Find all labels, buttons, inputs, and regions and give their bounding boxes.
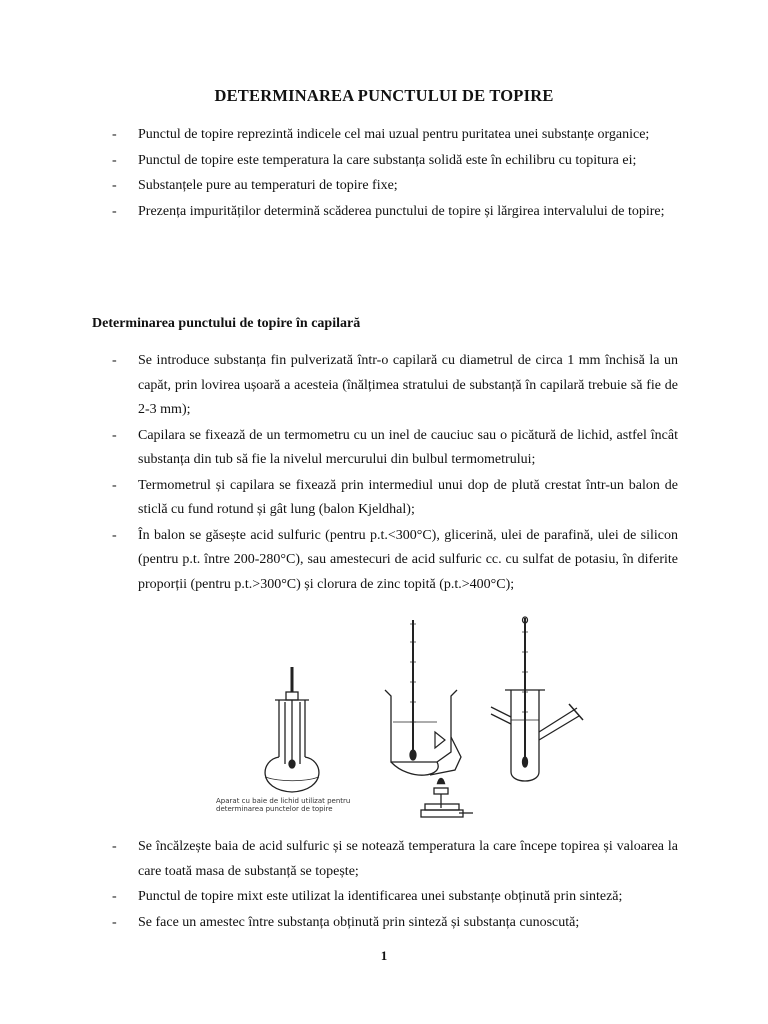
list-item (112, 524, 678, 598)
list-item (112, 200, 678, 225)
bullet-text: Punctul de topire este temperatura la care substanța solidă este în echilibru cu topitura ei; (138, 152, 637, 168)
method-bullet-list (112, 349, 678, 598)
list-item (112, 424, 678, 473)
bullet-text: Capilara se fixează de un termometru cu un inel de cauciuc sau o picătură de lichid, astfel încât substanța din tub să fie la nivelul mercurului din bulbul termometrului; (138, 427, 678, 467)
bullet-text: Se încălzește baia de acid sulfuric și se notează temperatura la care începe topirea și valoarea la care toată masa de substanță se topește; (138, 839, 678, 879)
bullet-text: Substanțele pure au temperaturi de topire fixe; (138, 178, 398, 193)
page-number: 1 (380, 948, 388, 963)
bullet-text: Prezența impurităților determină scăderea punctului de topire și lărgirea intervalului de topire; (138, 203, 665, 219)
list-item (112, 885, 678, 910)
bullet-marker: - (112, 839, 117, 854)
bullet-text: Se face un amestec între substanța obținută prin sinteză și substanța cunoscută; (138, 914, 580, 930)
list-item (112, 474, 678, 523)
thiele-bath-apparatus (385, 620, 473, 817)
bullet-marker: - (112, 527, 117, 543)
bullet-marker: - (112, 152, 117, 168)
melting-point-apparatus-figure (205, 612, 600, 824)
bullet-marker: - (112, 914, 117, 930)
bullet-text: Punctul de topire mixt este utilizat la identificarea unei substanțe obținută prin sinteză; (138, 889, 623, 904)
list-item (112, 123, 678, 148)
side-arm-tube-apparatus (491, 617, 583, 781)
bullet-marker: - (112, 203, 117, 219)
list-item (112, 349, 678, 423)
bullet-marker: - (112, 427, 117, 443)
bullet-text: Punctul de topire reprezintă indicele cel mai uzual pentru puritatea unei substanțe organice; (138, 127, 650, 142)
bullet-marker: - (112, 477, 117, 493)
page-title: DETERMINAREA PUNCTULUI DE TOPIRE (214, 86, 554, 105)
bullet-text: În balon se găsește acid sulfuric (pentru p.t.<300°C), glicerină, ulei de parafină, ulei de silicon (pentru p.t. între 200-280°C), sau amestecuri de acid sulfuric cc. cu sulfat de potasiu, în diferite proporții (pentru p.t.>300°C) și clorura de zinc topită (p.t.>400°C); (138, 527, 678, 592)
bullet-marker: - (112, 889, 117, 904)
bullet-text: Se introduce substanța fin pulverizată într-o capilară cu diametrul de circa 1 mm închisă la un capăt, prin lovirea ușoară a acesteia (înălțimea stratului de substanță în capilară trebuie să fie de 2-3 mm); (138, 353, 678, 417)
bullet-text: Termometrul și capilara se fixează prin intermediul unui dop de plută crestat într-un balon de sticlă cu fund rotund și gât lung (balon Kjeldhal); (138, 477, 678, 517)
figure-caption: Aparat cu baie de lichid utilizat pentru determinarea punctelor de topire (216, 797, 351, 813)
section-heading: Determinarea punctului de topire în capilară (92, 316, 361, 331)
bullet-marker: - (112, 178, 117, 193)
intro-bullet-list (112, 123, 678, 225)
bullet-marker: - (112, 127, 117, 142)
list-item (112, 174, 678, 199)
list-item (112, 911, 678, 936)
list-item (112, 835, 678, 884)
kjeldahl-flask-apparatus (265, 667, 319, 792)
bullet-marker: - (112, 353, 117, 368)
final-bullet-list (112, 835, 678, 936)
list-item (112, 149, 678, 174)
